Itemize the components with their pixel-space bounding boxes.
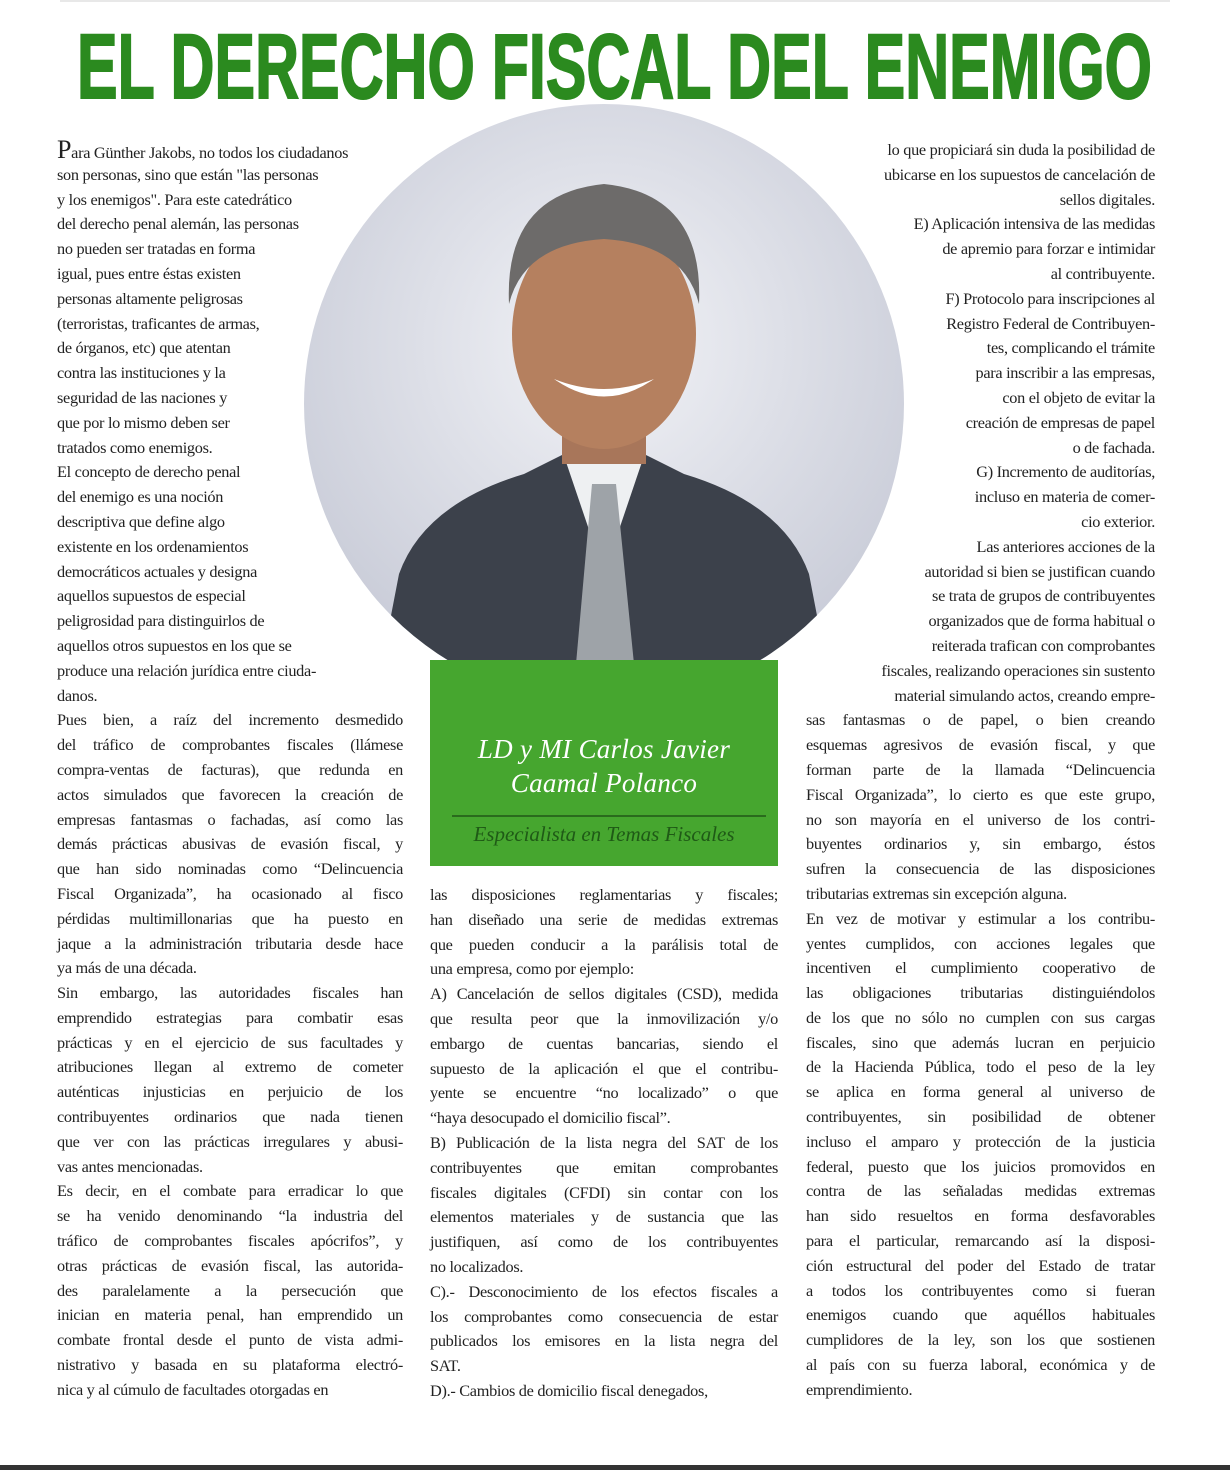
text-line: de la Hacienda Pública, todo el peso de la ley [806, 1057, 1155, 1077]
text-line: auténticas injusticias en perjuicio de los [57, 1082, 403, 1102]
paragraph [806, 287, 1155, 461]
paragraph [57, 135, 403, 460]
paragraph [430, 883, 778, 982]
text-line: sas fantasmas o de papel, o bien creando [806, 710, 1155, 730]
text-line: vas antes mencionadas. [57, 1156, 203, 1176]
text-line: y los enemigos". Para este catedrático [57, 189, 292, 209]
text-line: incluso en materia de comer- [974, 487, 1155, 507]
text-line: aquellos otros supuestos en los que se [57, 635, 292, 655]
text-line: para el particular, remarcando así la disposi- [806, 1231, 1155, 1251]
article-header [0, 14, 1230, 104]
text-line: justifiquen, así como de los contribuyentes [430, 1232, 778, 1252]
text-line: igual, pues entre éstas existen [57, 263, 241, 283]
text-line: enemigos cuando que aquéllos habituales [806, 1305, 1155, 1325]
text-line: las obligaciones tributarias distinguiéndolos [806, 983, 1155, 1003]
paragraph [806, 138, 1155, 212]
text-line: Registro Federal de Contribuyen- [946, 313, 1155, 333]
text-line: incluso el amparo y protección de la justicia [806, 1131, 1155, 1151]
text-line: tes, complicando el trámite [986, 338, 1155, 358]
text-line: F) Protocolo para inscripciones al [945, 288, 1155, 308]
author-role: Especialista en Temas Fiscales [473, 822, 735, 846]
text-line: personas altamente peligrosas [57, 288, 243, 308]
text-line: autoridad si bien se justifican cuando [924, 561, 1155, 581]
text-line: A) Cancelación de sellos digitales (CSD), medida [430, 984, 778, 1004]
author-name-line-1: LD y MI Carlos Javier [477, 734, 731, 764]
text-line: Las anteriores acciones de la [976, 536, 1155, 556]
paragraph [430, 1280, 778, 1379]
text-line: fiscales digitales (CFDI) sin contar con los [430, 1182, 778, 1202]
text-line: fiscales, realizando operaciones sin sustento [881, 660, 1155, 680]
text-line: sufren la consecuencia de las disposiciones [806, 859, 1155, 879]
text-line: esquemas agresivos de evasión fiscal, y que [806, 735, 1155, 755]
column-right [806, 138, 1155, 1403]
text-line: Pues bien, a raíz del incremento desmedido [57, 710, 403, 730]
paragraph [430, 1131, 778, 1280]
text-line: forman parte de la llamada “Delincuencia [806, 759, 1155, 779]
paragraph [806, 212, 1155, 286]
text-line: las disposiciones reglamentarias y fiscales; [430, 885, 778, 904]
text-line: Fiscal Organizada”, ha ocasionado al fisco [57, 883, 403, 903]
text-line: E) Aplicación intensiva de las medidas [913, 214, 1155, 234]
text-line: peligrosidad para distinguirlos de [57, 611, 265, 631]
text-line: G) Incremento de auditorías, [976, 462, 1155, 482]
text-line: contra las instituciones y la [57, 363, 226, 383]
text-line: de órganos, etc) que atentan [57, 338, 231, 358]
text-line: SAT. [430, 1356, 461, 1376]
text-line: sellos digitales. [1059, 189, 1155, 209]
text-line: nica y al cúmulo de facultades otorgadas en [57, 1379, 329, 1399]
text-line: emprendimiento. [806, 1379, 913, 1399]
text-line: demás prácticas abusivas de evasión fiscal, y [57, 834, 403, 854]
text-line: tráfico de comprobantes fiscales apócrifos”, y [57, 1231, 403, 1251]
text-line: no son mayoría en el universo de los contri- [806, 809, 1155, 829]
text-line: del enemigo es una noción [57, 487, 224, 507]
text-line: aquellos supuestos de especial [57, 586, 246, 606]
text-line: que resulta peor que la inmovilización y/o [430, 1008, 778, 1028]
bio-divider [452, 815, 766, 817]
text-line: atribuciones llegan al extremo de cometer [57, 1057, 403, 1077]
text-line: produce una relación jurídica entre ciuda- [57, 660, 317, 680]
text-line: se aplica en forma general al universo de [806, 1082, 1155, 1102]
author-name [430, 732, 778, 800]
text-line: D).- Cambios de domicilio fiscal denegados, [430, 1380, 708, 1400]
text-line: des paralelamente a la persecución que [57, 1280, 403, 1300]
text-line: existente en los ordenamientos [57, 536, 249, 556]
text-line: ubicarse en los supuestos de cancelación de [883, 164, 1155, 184]
text-line: organizados que de forma habitual o [928, 611, 1155, 631]
text-line: emprendido estrategias para combatir esas [57, 1007, 403, 1027]
text-line: han sido resueltos en forma desfavorables [806, 1206, 1155, 1226]
text-line: combate frontal desde el punto de vista admi- [57, 1330, 403, 1350]
text-line: de los que no sólo no cumplen con sus cargas [806, 1007, 1155, 1027]
top-divider [60, 0, 1170, 2]
text-line: tratados como enemigos. [57, 437, 213, 457]
text-line: Sin embargo, las autoridades fiscales han [57, 983, 403, 1003]
text-line: son personas, sino que están "las personas [57, 164, 319, 184]
text-line: empresas fantasmas o fachadas, así como las [57, 809, 403, 829]
text-line: compra-ventas de facturas), que redunda en [57, 759, 403, 779]
text-line: tributarias extremas sin excepción alguna. [806, 883, 1067, 903]
text-line: elementos materiales y de sustancia que las [430, 1207, 778, 1227]
text-line: cumplidores de la ley, son los que sostienen [806, 1330, 1155, 1350]
text-line: ción estructural del poder del Estado de tratar [806, 1255, 1155, 1275]
text-line: En vez de motivar y estimular a los contribu- [806, 908, 1155, 928]
text-line: embargo de cuentas bancarias, siendo el [430, 1033, 778, 1053]
text-line: (terroristas, traficantes de armas, [57, 313, 260, 333]
article-title-graphic [77, 14, 1152, 104]
text-line: de apremio para forzar e intimidar [942, 239, 1155, 259]
text-line: lo que propiciará sin duda la posibilidad de [887, 140, 1155, 159]
column-middle [430, 883, 778, 1404]
text-line: no localizados. [430, 1256, 524, 1276]
text-line: del derecho penal alemán, las personas [57, 214, 299, 234]
text-line: al contribuyente. [1050, 263, 1155, 283]
text-line: actos simulados que favorecen la creación de [57, 784, 403, 804]
text-line: inician en materia penal, han emprendido un [57, 1305, 403, 1325]
text-line: democráticos actuales y designa [57, 561, 258, 581]
text-line: pérdidas multimillonarias que ha puesto en [57, 908, 403, 928]
text-line: contribuyentes ordinarios que nada tienen [57, 1107, 403, 1127]
text-line: yentes cumplidos, con acciones legales que [806, 933, 1155, 953]
text-line: federal, puesto que los juicios promovidos en [806, 1156, 1155, 1176]
text-line: otras prácticas de evasión fiscal, las autorida- [57, 1255, 403, 1275]
text-line: que ver con las prácticas irregulares y abusi- [57, 1131, 403, 1151]
text-line: El concepto de derecho penal [57, 462, 241, 482]
paragraph [806, 907, 1155, 1403]
text-line: supuesto de la aplicación el que el contribu- [430, 1058, 778, 1078]
text-line: yente se encuentre “no localizado” o que [430, 1083, 778, 1103]
text-line: con el objeto de evitar la [1002, 387, 1155, 407]
text-line: prácticas y en el ejercicio de sus facultades y [57, 1032, 403, 1052]
text-line: los comprobantes como consecuencia de estar [430, 1306, 778, 1326]
text-line: o de fachada. [1072, 437, 1155, 457]
text-line: una empresa, como por ejemplo: [430, 959, 634, 979]
author-bio-box [430, 660, 778, 866]
article-title: EL DERECHO FISCAL DEL ENEMIGO [77, 16, 1152, 104]
paragraph [57, 460, 403, 708]
text-line: se ha venido denominando “la industria del [57, 1206, 403, 1226]
text-line: han diseñado una serie de medidas extremas [430, 909, 778, 929]
text-line: publicados los emisores en la lista negra del [430, 1331, 778, 1351]
text-line: reiterada trafican con comprobantes [931, 635, 1155, 655]
text-line: que han sido nominadas como “Delincuencia [57, 859, 403, 879]
text-line: que por lo mismo deben ser [57, 412, 230, 432]
paragraph [806, 535, 1155, 907]
text-line: Es decir, en el combate para erradicar lo que [57, 1181, 403, 1201]
text-line: Fiscal Organizada”, lo cierto es que este grupo, [806, 784, 1155, 804]
text-line: buyentes ordinarios y, sin embargo, éstos [806, 834, 1155, 854]
text-line: seguridad de las naciones y [57, 387, 228, 407]
text-line: C).- Desconocimiento de los efectos fiscales a [430, 1281, 778, 1301]
text-line: Para Günther Jakobs, no todos los ciudadanos [57, 135, 349, 164]
text-line: B) Publicación de la lista negra del SAT de los [430, 1132, 778, 1152]
text-line: creación de empresas de papel [965, 412, 1155, 432]
text-line: jaque a la administración tributaria desde hace [57, 933, 403, 953]
text-line: ya más de una década. [57, 958, 197, 978]
text-line: nistrativo y basada en su plataforma electró- [57, 1355, 403, 1375]
text-line: danos. [57, 685, 98, 705]
paragraph [806, 460, 1155, 534]
text-line: fiscales, sino que además lucran en perjuicio [806, 1032, 1155, 1052]
paragraph [430, 982, 778, 1131]
column-left [57, 135, 403, 1403]
paragraph [57, 708, 403, 981]
text-line: se trata de grupos de contribuyentes [932, 586, 1155, 606]
paragraph [430, 1379, 778, 1404]
text-line: cio exterior. [1081, 511, 1155, 531]
author-name-line-2: Caamal Polanco [510, 768, 698, 798]
text-line: “haya desocupado el domicilio fiscal”. [430, 1108, 671, 1128]
text-line: incentiven el cumplimiento cooperativo de [806, 958, 1155, 978]
text-line: al país con su fuerza laboral, económica y de [806, 1355, 1155, 1375]
text-line: no pueden ser tratadas en forma [57, 239, 256, 259]
text-line: para inscribir a las empresas, [975, 363, 1155, 383]
text-line: descriptiva que define algo [57, 511, 225, 531]
bottom-bar [0, 1465, 1230, 1470]
text-line: material simulando actos, creando empre- [894, 685, 1155, 705]
drop-cap: P [57, 135, 72, 164]
paragraph [57, 1179, 403, 1402]
text-line: contribuyentes que emitan comprobantes [430, 1157, 778, 1177]
paragraph [57, 981, 403, 1179]
text-line: a todos los contribuyentes como si fueran [806, 1280, 1155, 1300]
text-line: contra de las señaladas medidas extremas [806, 1181, 1155, 1201]
text-line: del tráfico de comprobantes fiscales (llámese [57, 735, 403, 755]
text-line: contribuyentes, sin posibilidad de obtener [806, 1107, 1155, 1127]
text-line: que pueden conducir a la parálisis total de [430, 934, 778, 954]
